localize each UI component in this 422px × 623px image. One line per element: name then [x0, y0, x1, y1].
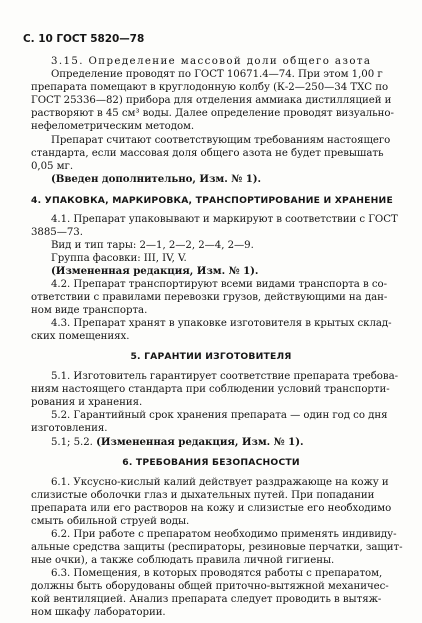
- section-heading: 5. ГАРАНТИИ ИЗГОТОВИТЕЛЯ: [130, 351, 292, 362]
- text-line: Вид и тип тары: 2—1, 2—2, 2—4, 2—9.: [51, 240, 254, 251]
- text-line: препарата или его растворов на кожу и слизистые его необходимо: [31, 503, 392, 514]
- text-line: ном шкафу лаборатории.: [31, 607, 166, 618]
- text-line: 5.2. Гарантийный срок хранения препарата — один год со дня: [51, 410, 388, 421]
- text-line: слизистые оболочки глаз и дыхательных путей. При попадании: [31, 490, 375, 501]
- text-line: 6.1. Уксусно-кислый калий действует раздражающе на кожу и: [51, 477, 389, 488]
- text-line: кой вентиляцией. Анализ препарата следует проводить в вытяж-: [31, 594, 382, 605]
- text-line: нефелометрическим методом.: [31, 121, 195, 132]
- text-line: ные очки), а также соблюдать правила личной гигиены.: [31, 555, 335, 566]
- text-line: Группа фасовки: III, IV, V.: [51, 253, 187, 264]
- text-line: 6.2. При работе с препаратом необходимо применять индивиду-: [51, 529, 397, 540]
- text-line: Препарат считают соответствующим требованиям настоящего: [51, 135, 391, 146]
- text-line: растворяют в 45 см³ воды. Далее определение проводят визуально-: [31, 108, 394, 119]
- text-line: смыть обильной струей воды.: [31, 516, 190, 527]
- text-line: 3885—73.: [31, 227, 83, 238]
- text-line: ГОСТ 25336—82) прибора для отделения аммиака дистилляцией и: [31, 95, 392, 106]
- text-line: 5.1; 5.2. (Измененная редакция, Изм. № 1).: [51, 436, 304, 448]
- section-heading: 4. УПАКОВКА, МАРКИРОВКА, ТРАНСПОРТИРОВАНИЕ И ХРАНЕНИЕ: [31, 195, 393, 206]
- text-line: ских помещениях.: [31, 331, 130, 342]
- text-line: 4.2. Препарат транспортируют всеми видами транспорта в со-: [51, 279, 388, 290]
- text-line: ном виде транспорта.: [31, 305, 148, 316]
- text-line: препарата помещают в круглодонную колбу (К-2—250—34 ТХС по: [31, 82, 389, 93]
- text-line: альные средства защиты (респираторы, резиновые перчатки, защит-: [31, 542, 403, 553]
- text-line: (Введен дополнительно, Изм. № 1).: [51, 173, 262, 185]
- text-line: 3.15. Определение массовой доли общего азота: [51, 56, 372, 67]
- text-line: 6.3. Помещения, в которых проводятся работы с препаратом,: [51, 568, 383, 579]
- text-line: (Измененная редакция, Изм. № 1).: [51, 265, 259, 277]
- text-line: ниям настоящего стандарта при соблюдении условий транспорти-: [31, 384, 390, 395]
- text-line: Определение проводят по ГОСТ 10671.4—74. При этом 1,00 г: [51, 69, 383, 80]
- text-line: должны быть оборудованы общей приточно-вытяжной механичес-: [31, 581, 389, 592]
- text-line: стандарта, если массовая доля общего азота не будет превышать: [31, 148, 384, 159]
- text-line: 0,05 мг.: [31, 161, 74, 172]
- text-line: 4.3. Препарат хранят в упаковке изготовителя в крытых склад-: [51, 318, 392, 329]
- page-header: С. 10 ГОСТ 5820—78: [23, 33, 145, 45]
- text-line: 5.1. Изготовитель гарантирует соответствие препарата требова-: [51, 371, 398, 382]
- text-line: ответствии с правилами перевозки грузов, действующими на дан-: [31, 292, 388, 303]
- section-heading: 6. ТРЕБОВАНИЯ БЕЗОПАСНОСТИ: [122, 457, 300, 468]
- text-line: изготовления.: [31, 423, 108, 434]
- text-line: 4.1. Препарат упаковывают и маркируют в соответствии с ГОСТ: [51, 214, 398, 225]
- text-line: рования и хранения.: [31, 397, 143, 408]
